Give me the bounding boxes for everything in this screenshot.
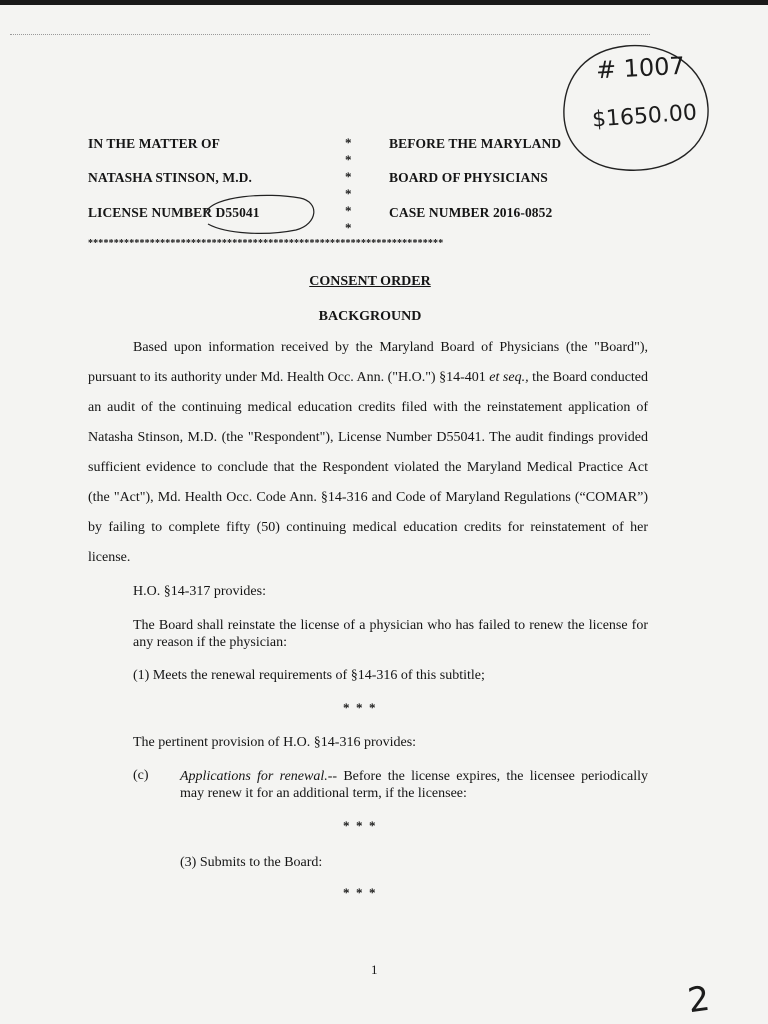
statute-intro-316: The pertinent provision of H.O. §14-316 provides: bbox=[133, 735, 417, 750]
caption-separator-star: * bbox=[345, 186, 352, 201]
statute-item-3: (3) Submits to the Board: bbox=[180, 855, 323, 870]
statute-item-c: Applications for renewal.-- Before the license expires, the licensee periodically may renew it for an additional term, if the licensee: bbox=[180, 769, 648, 801]
omission-ellipsis: * * * bbox=[343, 818, 376, 833]
caption-separator-star: * bbox=[345, 135, 352, 150]
caption-star-row: ********************************************************************* bbox=[88, 238, 444, 249]
handwritten-order-number: # 1007 bbox=[595, 51, 686, 85]
caption-matter: IN THE MATTER OF bbox=[88, 136, 220, 151]
section-heading: BACKGROUND bbox=[318, 309, 422, 324]
document-title: CONSENT ORDER bbox=[309, 274, 431, 289]
omission-ellipsis: * * * bbox=[343, 885, 376, 900]
statute-quote-317: The Board shall reinstate the license of a physician who has failed to renew the license for any reason if the physician: bbox=[133, 618, 648, 650]
handwritten-page-mark: 2 bbox=[685, 978, 713, 1022]
caption-board-line2: BOARD OF PHYSICIANS bbox=[389, 170, 548, 185]
scan-artifact-line bbox=[10, 34, 650, 35]
page-number: 1 bbox=[371, 962, 378, 977]
caption-board-line1: BEFORE THE MARYLAND bbox=[389, 136, 562, 151]
handwritten-license-circle bbox=[196, 190, 324, 236]
statute-item-c-label: (c) bbox=[133, 768, 149, 783]
caption-separator-star: * bbox=[345, 203, 352, 218]
statute-item-1: (1) Meets the renewal requirements of §14-316 of this subtitle; bbox=[133, 668, 485, 683]
caption-separator-star: * bbox=[345, 169, 352, 184]
caption-respondent: NATASHA STINSON, M.D. bbox=[88, 170, 253, 185]
handwritten-amount: $1650.00 bbox=[591, 100, 698, 133]
caption-license-number: LICENSE NUMBER D55041 bbox=[88, 205, 260, 220]
caption-separator-star: * bbox=[345, 220, 352, 235]
omission-ellipsis: * * * bbox=[343, 700, 376, 715]
background-paragraph: Based upon information received by the Maryland Board of Physicians (the "Board"), pursuant to its authority under Md. Health Occ. Ann. ("H.O.") §14-401 et seq., the Board conducted an audit of the continuing medical education credits filed with the reinstatement application of Natasha Stinson, M.D. (the "Respondent"), License Number D55041. The audit findings provided sufficient evidence to conclude that the Respondent violated the Maryland Medical Practice Act (the "Act"), Md. Health Occ. Code Ann. §14-316 and Code of Maryland Regulations (“COMAR”) by failing to complete fifty (50) continuing medical education credits for reinstatement of her license. bbox=[88, 340, 649, 565]
caption-separator-star: * bbox=[345, 152, 352, 167]
scan-top-border bbox=[0, 0, 768, 5]
caption-case-number: CASE NUMBER 2016-0852 bbox=[389, 205, 553, 220]
statute-intro-317: H.O. §14-317 provides: bbox=[133, 584, 266, 599]
